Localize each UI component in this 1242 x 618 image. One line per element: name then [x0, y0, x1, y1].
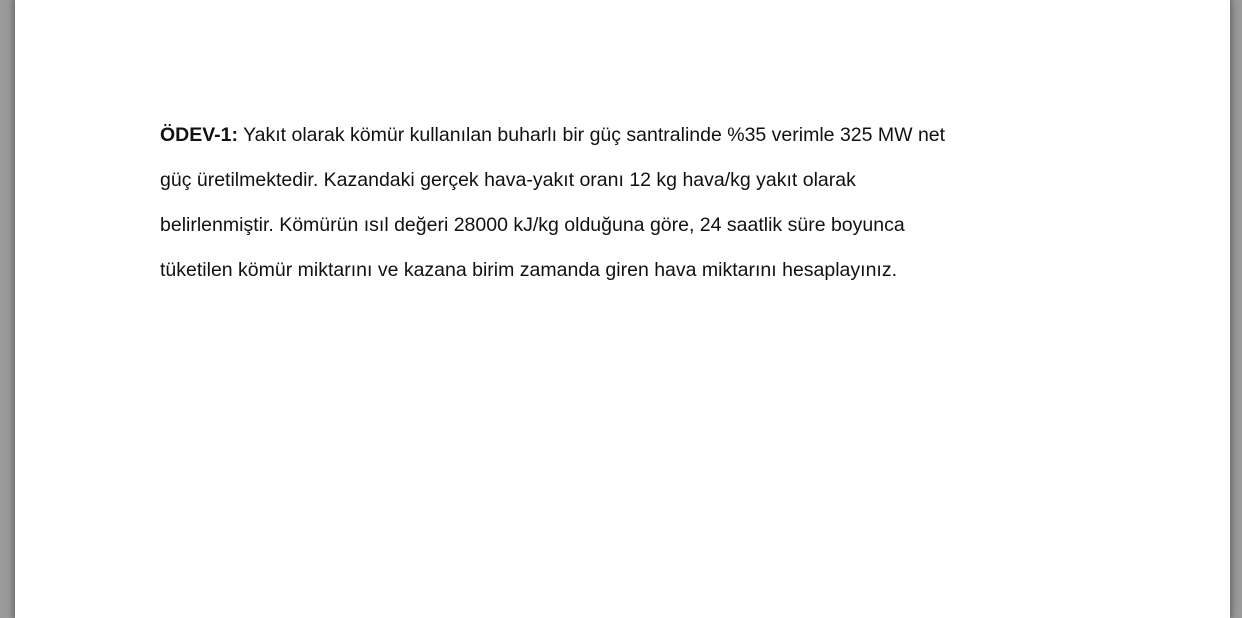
paragraph-line-3: belirlenmiştir. Kömürün ısıl değeri 28000 kJ/kg olduğuna göre, 24 saatlik süre boyunca — [160, 214, 905, 236]
assignment-paragraph — [160, 113, 1090, 293]
paragraph-line-1-text: Yakıt olarak kömür kullanılan buharlı bir güç santralinde %35 verimle 325 MW net — [238, 124, 946, 146]
document-page — [15, 0, 1230, 618]
paragraph-line-1 — [160, 113, 1090, 158]
paragraph-line-4: tüketilen kömür miktarını ve kazana birim zamanda giren hava miktarını hesaplayınız. — [160, 259, 898, 281]
paragraph-line-2: güç üretilmektedir. Kazandaki gerçek hava-yakıt oranı 12 kg hava/kg yakıt olarak — [160, 169, 856, 191]
assignment-label: ÖDEV-1: — [160, 124, 239, 146]
